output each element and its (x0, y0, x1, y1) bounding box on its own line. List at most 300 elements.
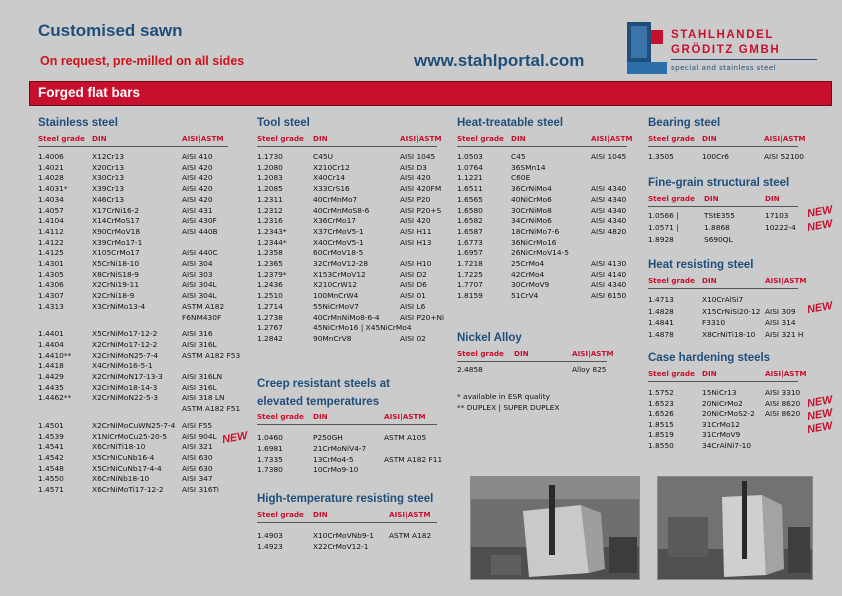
table-row (38, 464, 238, 474)
cell-din: X8CrNiS18-9 (92, 269, 140, 279)
cell-din: F3310 (702, 318, 726, 328)
cell-grade: 1.4104 (38, 216, 64, 226)
table-row (257, 270, 447, 280)
cell-aisi: AISI 4130 (591, 259, 627, 268)
table-row (648, 307, 808, 317)
cell-grade: 1.2365 (257, 259, 283, 268)
table-row (38, 474, 238, 484)
cell-grade: 1.4306 (38, 280, 64, 290)
table-header-creep (257, 411, 437, 425)
table-row (38, 152, 238, 162)
column-header: AISI|ASTM (400, 134, 442, 143)
column-header: DIN (511, 134, 526, 143)
page-subtitle: On request, pre-milled on all sides (40, 54, 245, 68)
column-header: Steel grade (457, 134, 504, 143)
column-header: Steel grade (648, 194, 695, 203)
cell-din: X33CrS16 (313, 184, 350, 194)
cell-din: 100MnCrW4 (313, 291, 359, 301)
cell-aisi: AISI 316 (182, 329, 213, 339)
cell-aisi: AISI D2 (400, 269, 427, 279)
cell-aisi: 17103 (765, 211, 789, 220)
table-row (257, 291, 447, 301)
table-row (38, 238, 238, 248)
cell-grade: 1.4550 (38, 474, 64, 484)
cell-grade: 1.0460 (257, 433, 283, 442)
cell-grade: 1.4878 (648, 329, 674, 339)
cell-grade: 1.4462** (38, 393, 72, 403)
cell-grade: 1.4541 (38, 442, 64, 452)
column-header: DIN (92, 134, 107, 143)
cell-grade: 1.4841 (648, 318, 674, 328)
cell-din: S690QL (704, 235, 733, 244)
cell-din: X6CrNiNb18-10 (92, 474, 150, 484)
cell-aisi: AISI 304L (182, 291, 217, 301)
new-badge-casehard-1: NEW (806, 393, 834, 411)
column-header: Steel grade (457, 349, 504, 358)
cell-grade: 1.1221 (457, 173, 483, 183)
cell-din: X90CrMoV18 (92, 226, 141, 236)
table-row (257, 334, 447, 344)
cell-din: X6CrNiMoTi17-12-2 (92, 485, 164, 494)
cell-grade: 1.0566 | (648, 211, 679, 220)
table-row (257, 206, 447, 216)
table-row (38, 216, 238, 226)
brand-tagline: special and stainless steel (671, 63, 777, 72)
table-row (457, 238, 637, 248)
cell-aisi: AISI 440B (182, 226, 218, 236)
table-row (648, 388, 808, 398)
table-row (38, 421, 238, 431)
cell-grade: 1.4828 (648, 306, 674, 316)
table-row (38, 340, 238, 350)
cell-din: 42CrMo4 (511, 269, 545, 279)
table-row (648, 318, 808, 328)
table-row (648, 330, 808, 340)
column-header: DIN (514, 349, 529, 358)
cell-grade: 1.4307 (38, 291, 64, 301)
cell-grade: 1.8159 (457, 291, 483, 301)
cell-grade: 1.2312 (257, 205, 283, 215)
cell-aisi: AISI 4140 (591, 269, 627, 279)
note-esr: * available in ESR quality (457, 392, 550, 401)
cell-din: X105CrMo17 (92, 248, 140, 258)
column-header: DIN (313, 412, 328, 421)
cell-grade: 1.0503 (457, 152, 483, 161)
table-row (38, 404, 241, 414)
brand-line-1: STAHLHANDEL (671, 29, 774, 41)
cell-din: X153CrMoV12 (313, 269, 366, 279)
column-header: DIN (765, 194, 780, 203)
cell-din: 32CrMoV12-28 (313, 259, 369, 268)
cell-grade: 1.2510 (257, 291, 283, 301)
table-header-heatres (648, 275, 807, 289)
table-header-nickel (457, 348, 614, 362)
section-title-finegrain: Fine-grain structural steel (648, 177, 790, 189)
company-logo (627, 22, 817, 78)
cell-grade: 1.0571 | (648, 223, 679, 232)
cell-din: 30CrNiMo8 (511, 205, 552, 215)
cell-grade: 1.2085 (257, 184, 283, 194)
cell-aisi: AISI 420 (182, 194, 213, 204)
cell-din: 60CrMoV18-5 (313, 248, 364, 258)
column-header: DIN (702, 134, 717, 143)
table-row (457, 227, 637, 237)
table-row (38, 383, 238, 393)
cell-grade: 1.2738 (257, 312, 283, 322)
cell-din: X37CrMoV5-1 (313, 226, 364, 236)
table-row (257, 455, 447, 465)
cell-aisi: AISI 316LN (182, 372, 223, 381)
cell-din: 40NiCrMo6 (511, 194, 552, 204)
table-row (257, 227, 447, 237)
cell-grade: 1.4006 (38, 152, 64, 161)
cell-grade: 1.2311 (257, 194, 283, 204)
new-badge-finegrain-2: NEW (806, 217, 834, 235)
cell-aisi: AISI 630 (182, 463, 213, 473)
section-banner (29, 81, 832, 106)
cell-grade: 1.7380 (257, 465, 283, 475)
cell-din: X2CrNiMoN25-7-4 (92, 350, 159, 360)
table-row (457, 248, 637, 258)
cell-din: X5CrNiCuNb17-4-4 (92, 463, 162, 473)
cell-din: 31CrMoV9 (702, 430, 741, 440)
table-header-finegrain (648, 193, 798, 207)
table-row (38, 195, 238, 205)
table-row (648, 211, 808, 221)
cell-aisi: ASTM A182 (182, 301, 225, 311)
table-header-casehard (648, 368, 807, 382)
table-row (257, 173, 447, 183)
cell-grade: 1.6565 (457, 194, 483, 204)
cell-aisi: AISI 4340 (591, 216, 627, 226)
table-row (257, 216, 447, 226)
cell-din: X5CrNiMo17-12-2 (92, 329, 158, 339)
cell-aisi: AISI 420 (400, 173, 431, 183)
table-row (648, 430, 808, 440)
cell-grade: 1.4435 (38, 382, 64, 392)
table-header-heat (457, 133, 633, 147)
cell-grade: 1.2344* (257, 237, 287, 247)
cell-grade: 1.1730 (257, 152, 283, 161)
cell-aisi: AISI 304L (182, 280, 217, 290)
logo-divider (671, 59, 817, 60)
table-row (257, 542, 447, 552)
note-duplex: ** DUPLEX | SUPER DUPLEX (457, 403, 560, 412)
cell-din: X5CrNi18-10 (92, 259, 140, 268)
table-row (38, 291, 238, 301)
table-row (257, 465, 447, 475)
cell-aisi: AISI 316Ti (182, 485, 219, 494)
cell-grade: 1.2714 (257, 301, 283, 311)
cell-aisi: AISI 318 LN (182, 393, 225, 403)
table-row (457, 259, 637, 269)
cell-aisi: ASTM A182 F51 (182, 404, 241, 414)
cell-grade: 1.4539 (38, 431, 64, 441)
cell-grade: 1.2767 (257, 323, 283, 333)
cell-grade: 1.2083 (257, 173, 283, 183)
cell-grade: 1.7335 (257, 454, 283, 464)
table-row (257, 280, 447, 290)
cell-aisi: AISI 02 (400, 333, 426, 343)
column-header: Steel grade (648, 276, 695, 285)
cell-din: X2CrNiMo18-14-3 (92, 382, 158, 392)
cell-din: 40CrMnMoS8-6 (313, 205, 370, 215)
cell-grade: 1.8515 (648, 419, 674, 429)
cell-din: X2CrNiMoN17-13-3 (92, 372, 163, 381)
cell-aisi: AISI 321 (182, 442, 213, 452)
table-row (38, 393, 238, 403)
cell-din: X20Cr13 (92, 162, 125, 172)
cell-aisi: AISI 4340 (591, 194, 627, 204)
cell-grade: 1.3505 (648, 152, 674, 161)
cell-aisi: AISI 420FM (400, 184, 442, 194)
table-row (648, 409, 808, 419)
cell-grade: 1.6957 (457, 248, 483, 258)
table-row (38, 485, 238, 495)
table-row (38, 163, 238, 173)
table-row (38, 453, 238, 463)
table-row (457, 365, 617, 375)
cell-aisi: AISI 3310 (765, 388, 801, 397)
table-header-bearing (648, 133, 806, 147)
cell-grade: 1.2379* (257, 269, 287, 279)
table-header-hightemp (257, 509, 437, 523)
cell-grade: 1.2436 (257, 280, 283, 290)
table-row (457, 270, 637, 280)
table-row (257, 248, 447, 258)
cell-aisi: AISI H10 (400, 259, 432, 268)
cell-aisi: AISI 630 (182, 452, 213, 462)
cell-aisi: AISI 6150 (591, 291, 627, 301)
cell-din: 34CrAlNi7-10 (702, 441, 752, 450)
table-row (38, 329, 238, 339)
cell-grade: 1.4429 (38, 372, 64, 381)
cell-din: X1NiCrMoCu25-20-5 (92, 431, 168, 441)
cell-grade: 1.2842 (257, 333, 283, 343)
cell-grade: 1.7218 (457, 259, 483, 268)
new-badge-finegrain-1: NEW (806, 203, 834, 221)
cell-aisi: ASTM A182 (389, 531, 432, 540)
cell-aisi: AISI P20 (400, 194, 431, 204)
table-row (38, 173, 238, 183)
new-badge-casehard-3: NEW (806, 419, 834, 437)
cell-aisi: AISI 316L (182, 382, 217, 392)
cell-grade: 1.4903 (257, 531, 283, 540)
cell-aisi: AISI L6 (400, 301, 426, 311)
table-header-stainless (38, 133, 228, 147)
cell-din: X10CrAlSi7 (702, 295, 744, 304)
cell-grade: 1.6773 (457, 237, 483, 247)
cell-grade: 1.7225 (457, 269, 483, 279)
cell-aisi: AISI 4340 (591, 280, 627, 290)
column-header: AISI|ASTM (389, 510, 431, 519)
column-header: Steel grade (257, 412, 304, 421)
table-row (648, 399, 808, 409)
page-title: Customised sawn (38, 21, 183, 40)
column-header: DIN (704, 194, 719, 203)
table-row (38, 372, 238, 382)
cell-din: X4CrNiMo16-5-1 (92, 361, 153, 371)
cell-aisi: AISI 316L (182, 339, 217, 349)
table-row (648, 295, 808, 305)
cell-din: 1.8868 (704, 223, 730, 232)
cell-aisi: F6NM430F (182, 312, 222, 322)
table-row (257, 302, 447, 312)
column-header: Steel grade (648, 134, 695, 143)
cell-aisi: AISI H13 (400, 237, 432, 247)
table-row (38, 206, 238, 216)
website-link[interactable]: www.stahlportal.com (414, 51, 585, 70)
cell-aisi: AISI 8620 (765, 409, 801, 419)
column-header: AISI|ASTM (384, 412, 426, 421)
cell-aisi: AISI 1045 (400, 152, 436, 161)
cell-grade: 1.4571 (38, 485, 64, 494)
cell-din: X2CrNiMoCuWN25-7-4 (92, 420, 176, 430)
cell-din: X2CrNi19-11 (92, 280, 140, 290)
column-header: Steel grade (648, 369, 695, 378)
cell-grade: 1.6587 (457, 226, 483, 236)
cell-grade: 1.4031* (38, 184, 68, 194)
table-row (457, 184, 637, 194)
cell-aisi: AISI 304 (182, 259, 213, 268)
column-header: AISI|ASTM (765, 369, 807, 378)
cell-grade: 1.4923 (257, 541, 283, 551)
column-header: Steel grade (257, 134, 304, 143)
cell-din: 36NiCrMo16 (511, 237, 557, 247)
cell-grade: 1.4542 (38, 452, 64, 462)
column-header: DIN (702, 369, 717, 378)
cell-aisi: AISI 420 (182, 162, 213, 172)
cell-aisi: AISI 4340 (591, 184, 627, 194)
banner-label: Forged flat bars (38, 85, 141, 100)
cell-din: X3CrNiMo13-4 (92, 301, 146, 311)
cell-din: X12Cr13 (92, 152, 125, 161)
cell-aisi: AISI 52100 (764, 152, 804, 161)
cell-grade: 1.4301 (38, 259, 64, 268)
cell-aisi: AISI 430F (182, 216, 217, 226)
cell-aisi: AISI D3 (400, 162, 427, 172)
cell-grade: 1.6981 (257, 443, 283, 453)
table-row (38, 361, 238, 371)
cell-aisi: AISI H11 (400, 226, 432, 236)
photo-sawing-right (657, 476, 813, 580)
cell-grade: 1.8550 (648, 441, 674, 450)
table-row (457, 152, 637, 162)
table-row (257, 152, 447, 162)
brand-line-2: GRÖDITZ GMBH (671, 44, 781, 56)
table-row (648, 441, 808, 451)
table-row (257, 323, 447, 333)
table-row (257, 163, 447, 173)
cell-din: 21CrMoNiV4-7 (313, 443, 367, 453)
cell-grade: 1.4713 (648, 295, 674, 304)
cell-aisi: ASTM A182 F11 (384, 454, 443, 464)
cell-aisi: 10222-4 (765, 223, 796, 232)
cell-din: X39Cr13 (92, 184, 125, 194)
cell-grade: 1.4418 (38, 361, 64, 371)
section-title-bearing: Bearing steel (648, 117, 721, 129)
section-title-heatres: Heat resisting steel (648, 259, 754, 271)
table-row (648, 420, 808, 430)
cell-grade: 1.4021 (38, 162, 64, 172)
cell-din: 26NiCrMoV14-5 (511, 248, 569, 258)
cell-grade: 1.6580 (457, 205, 483, 215)
cell-aisi: AISI 314 (765, 318, 796, 328)
cell-aisi: AISI 904L (182, 431, 217, 441)
column-header: Steel grade (257, 510, 304, 519)
table-row (648, 152, 808, 162)
cell-din: X15CrNiSi20-12 (702, 306, 761, 316)
cell-aisi: AISI 1045 (591, 152, 627, 161)
cell-aisi: AISI 303 (182, 269, 213, 279)
cell-grade: 1.4122 (38, 237, 64, 247)
cell-din: 20NiCrMoS2-2 (702, 409, 755, 419)
cell-aisi: AISI P20+S (400, 205, 442, 215)
cell-din: 36SMn14 (511, 162, 546, 172)
cell-din: 55NiCrMoV7 (313, 301, 359, 311)
table-row (257, 195, 447, 205)
cell-grade: 1.4404 (38, 339, 64, 349)
column-header: AISI|ASTM (764, 134, 806, 143)
table-row (38, 313, 238, 323)
cell-din: 31CrMo12 (702, 419, 740, 429)
cell-grade: 1.6523 (648, 398, 674, 408)
cell-din: X210Cr12 (313, 162, 350, 172)
cell-din: X14CrMoS17 (92, 216, 140, 226)
table-row (257, 184, 447, 194)
column-header: DIN (313, 134, 328, 143)
cell-din: P250GH (313, 433, 343, 442)
table-row (257, 313, 447, 323)
column-header: AISI|ASTM (182, 134, 224, 143)
cell-din: 10CrMo9-10 (313, 465, 359, 475)
cell-din: X40CrMoV5-1 (313, 237, 364, 247)
cell-aisi: AISI 309 (765, 306, 796, 316)
table-row (38, 248, 238, 258)
cell-aisi: AISI P20+Ni (400, 312, 445, 322)
column-header: DIN (313, 510, 328, 519)
logo-mark-icon (627, 22, 667, 78)
cell-din: X22CrMoV12-1 (313, 541, 369, 551)
cell-din: X5CrNiCuNb16-4 (92, 452, 155, 462)
column-header: DIN (702, 276, 717, 285)
cell-grade: 1.4125 (38, 248, 64, 258)
cell-din: 51CrV4 (511, 291, 539, 301)
table-row (457, 163, 637, 173)
cell-aisi: AISI 4340 (591, 205, 627, 215)
table-row (648, 235, 808, 245)
cell-grade: 1.4410** (38, 350, 72, 360)
table-row (38, 270, 238, 280)
table-row (457, 206, 637, 216)
cell-grade: 1.6511 (457, 184, 483, 194)
cell-din: 36CrNiMo4 (511, 184, 552, 194)
cell-din: TStE355 (704, 211, 735, 220)
cell-grade: 1.6582 (457, 216, 483, 226)
cell-aisi: AISI 321 H (765, 329, 804, 339)
cell-din: X30Cr13 (92, 173, 125, 183)
cell-din: C45U (313, 152, 333, 161)
new-badge-casehard-2: NEW (806, 406, 834, 424)
cell-grade: 1.4057 (38, 205, 64, 215)
cell-aisi: AISI 420 (182, 184, 213, 194)
table-row (257, 531, 447, 541)
cell-aisi: AISI 420 (182, 173, 213, 183)
cell-din: 45NiCrMo16 | X45NiCrMo4 (313, 323, 412, 333)
cell-aisi: AISI 8620 (765, 398, 801, 408)
photo-sawing-left (470, 476, 640, 580)
table-row (257, 433, 447, 443)
